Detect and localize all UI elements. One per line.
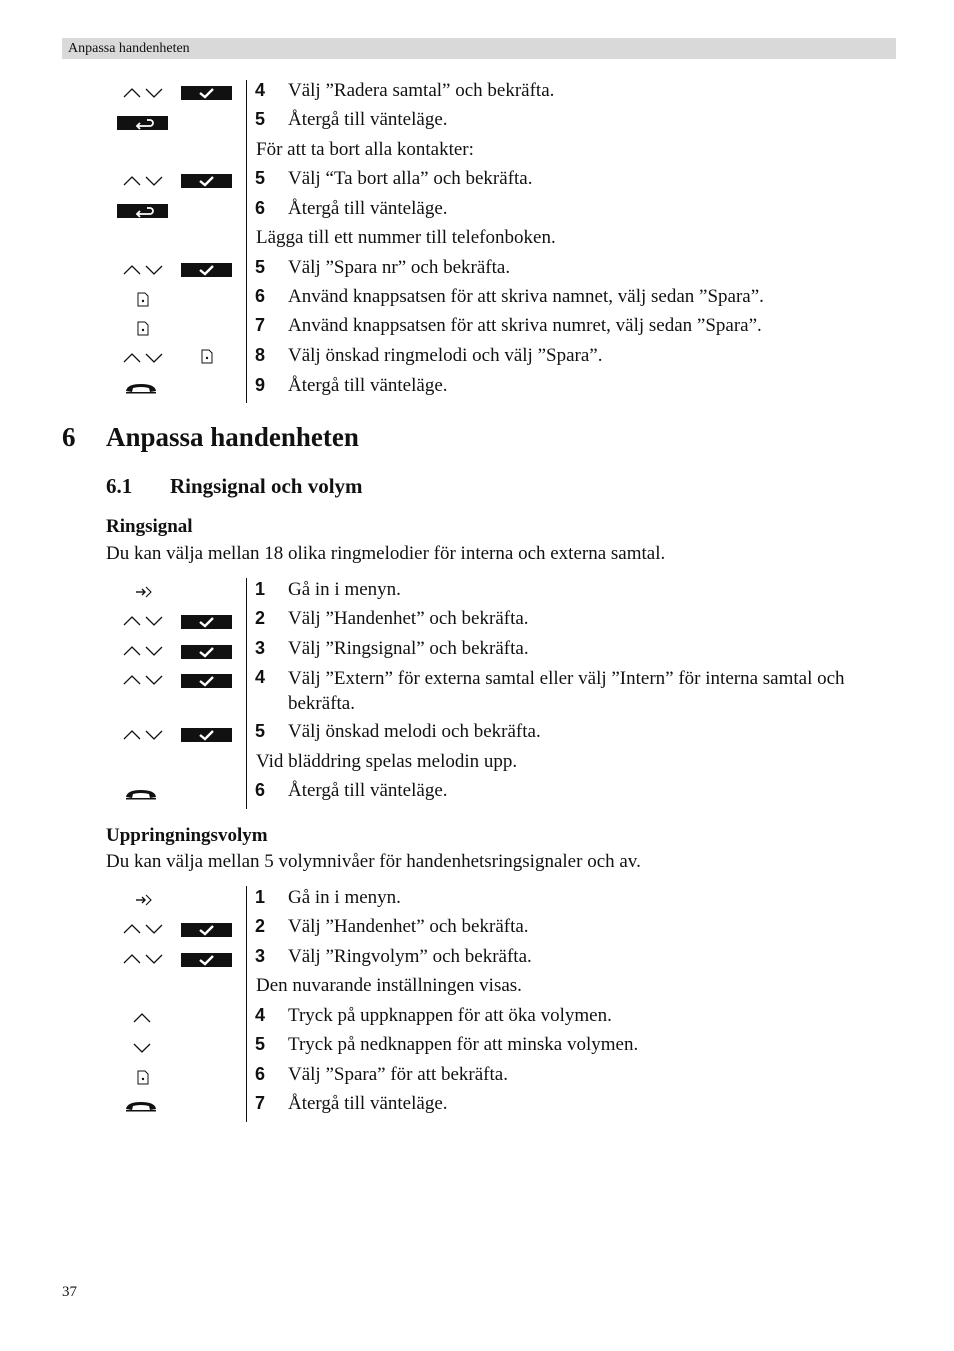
step-number: 2 — [255, 916, 266, 936]
step-row — [0, 637, 954, 667]
hangup-icon — [124, 382, 158, 394]
running-header-title: Anpassa handenheten — [68, 41, 190, 56]
step-row — [0, 344, 954, 374]
step-number: 3 — [255, 638, 266, 658]
step-note — [0, 974, 954, 1004]
step-number: 1 — [255, 579, 266, 599]
step-number: 5 — [255, 721, 266, 741]
updown-icon — [122, 728, 164, 740]
section-heading — [62, 422, 359, 453]
up-icon — [132, 1011, 152, 1023]
step-row — [0, 720, 954, 750]
step-row — [0, 886, 954, 916]
step-number: 4 — [255, 1005, 266, 1025]
subsection-number: 6.1 — [106, 474, 133, 498]
back-key-icon — [117, 116, 168, 130]
volym-heading: Uppringningsvolym — [106, 825, 268, 846]
step-number: 8 — [255, 345, 266, 365]
step-row — [0, 167, 954, 197]
step-note — [0, 226, 954, 256]
step-row — [0, 666, 954, 718]
ok-key-icon — [181, 615, 232, 629]
updown-icon — [122, 263, 164, 275]
updown-icon — [122, 922, 164, 934]
step-number: 6 — [255, 286, 266, 306]
step-text: Välj ”Ringsignal” och bekräfta. — [288, 638, 529, 659]
ok-key-icon — [181, 953, 232, 967]
step-number: 2 — [255, 608, 266, 628]
step-row — [0, 79, 954, 109]
updown-icon — [122, 614, 164, 626]
step-row — [0, 915, 954, 945]
down-icon — [132, 1041, 152, 1053]
ok-key-icon — [181, 728, 232, 742]
step-text: Välj ”Extern” för externa samtal eller välj ”Intern” för interna samtal och bekräfta. — [288, 668, 845, 714]
step-row — [0, 314, 954, 344]
ok-key-icon — [181, 174, 232, 188]
step-number: 4 — [255, 80, 266, 100]
step-row — [0, 108, 954, 138]
step-text: Återgå till vänteläge. — [288, 198, 448, 219]
updown-icon — [122, 86, 164, 98]
step-row — [0, 578, 954, 608]
step-number: 9 — [255, 375, 266, 395]
step-row — [0, 1092, 954, 1122]
ok-key-icon — [181, 923, 232, 937]
step-row — [0, 285, 954, 315]
step-text: Välj ”Radera samtal” och bekräfta. — [288, 80, 555, 101]
step-number: 6 — [255, 780, 266, 800]
step-row — [0, 945, 954, 975]
step-number: 3 — [255, 946, 266, 966]
note-text: Vid bläddring spelas melodin upp. — [256, 751, 518, 772]
page-number: 37 — [62, 1284, 77, 1300]
step-text: Tryck på uppknappen för att öka volymen. — [288, 1005, 612, 1026]
updown-icon — [122, 174, 164, 186]
step-row — [0, 779, 954, 809]
step-note — [0, 750, 954, 780]
softkey-icon — [136, 292, 150, 307]
softkey-icon — [136, 1070, 150, 1085]
step-number: 1 — [255, 887, 266, 907]
running-header — [62, 38, 896, 59]
menu-icon — [135, 585, 153, 599]
note-text: För att ta bort alla kontakter: — [256, 139, 474, 160]
step-number: 6 — [255, 198, 266, 218]
step-text: Välj ”Spara” för att bekräfta. — [288, 1064, 508, 1085]
updown-icon — [122, 351, 164, 363]
updown-icon — [122, 673, 164, 685]
step-row — [0, 1063, 954, 1093]
step-text: Välj önskad melodi och bekräfta. — [288, 721, 541, 742]
step-text: Använd knappsatsen för att skriva numret, välj sedan ”Spara”. — [288, 315, 762, 336]
step-row — [0, 197, 954, 227]
step-number: 5 — [255, 168, 266, 188]
step-number: 5 — [255, 109, 266, 129]
volym-intro: Du kan välja mellan 5 volymnivåer för handenhetsringsignaler och av. — [106, 851, 641, 872]
step-text: Gå in i menyn. — [288, 887, 401, 908]
hangup-icon — [124, 788, 158, 800]
ringsignal-heading: Ringsignal — [106, 516, 193, 537]
step-number: 7 — [255, 315, 266, 335]
step-row — [0, 1033, 954, 1063]
step-number: 4 — [255, 667, 266, 687]
updown-icon — [122, 952, 164, 964]
step-text: Välj ”Handenhet” och bekräfta. — [288, 916, 529, 937]
note-text: Lägga till ett nummer till telefonboken. — [256, 227, 556, 248]
step-number: 7 — [255, 1093, 266, 1113]
step-text: Återgå till vänteläge. — [288, 375, 448, 396]
menu-icon — [135, 893, 153, 907]
step-row — [0, 607, 954, 637]
section-number: 6 — [62, 422, 76, 452]
step-row — [0, 1004, 954, 1034]
step-text: Gå in i menyn. — [288, 579, 401, 600]
step-row — [0, 374, 954, 404]
step-text: Välj “Ta bort alla” och bekräfta. — [288, 168, 533, 189]
subsection-title: Ringsignal och volym — [170, 474, 363, 498]
step-text: Välj ”Spara nr” och bekräfta. — [288, 257, 511, 278]
updown-icon — [122, 644, 164, 656]
step-note — [0, 138, 954, 168]
back-key-icon — [117, 204, 168, 218]
ok-key-icon — [181, 645, 232, 659]
note-text: Den nuvarande inställningen visas. — [256, 975, 522, 996]
step-text: Välj ”Ringvolym” och bekräfta. — [288, 946, 532, 967]
softkey-icon — [200, 349, 214, 364]
step-text: Återgå till vänteläge. — [288, 780, 448, 801]
step-text: Välj önskad ringmelodi och välj ”Spara”. — [288, 345, 603, 366]
step-text: Tryck på nedknappen för att minska volymen. — [288, 1034, 639, 1055]
ringsignal-intro: Du kan välja mellan 18 olika ringmelodier för interna och externa samtal. — [106, 543, 666, 564]
ok-key-icon — [181, 674, 232, 688]
ok-key-icon — [181, 263, 232, 277]
step-text: Välj ”Handenhet” och bekräfta. — [288, 608, 529, 629]
step-number: 5 — [255, 257, 266, 277]
step-row — [0, 256, 954, 286]
step-number: 6 — [255, 1064, 266, 1084]
softkey-icon — [136, 321, 150, 336]
hangup-icon — [124, 1100, 158, 1112]
step-number: 5 — [255, 1034, 266, 1054]
subsection-heading — [106, 474, 363, 499]
step-text: Använd knappsatsen för att skriva namnet, välj sedan ”Spara”. — [288, 286, 764, 307]
ok-key-icon — [181, 86, 232, 100]
step-text: Återgå till vänteläge. — [288, 109, 448, 130]
step-text: Återgå till vänteläge. — [288, 1093, 448, 1114]
section-title: Anpassa handenheten — [106, 422, 359, 452]
